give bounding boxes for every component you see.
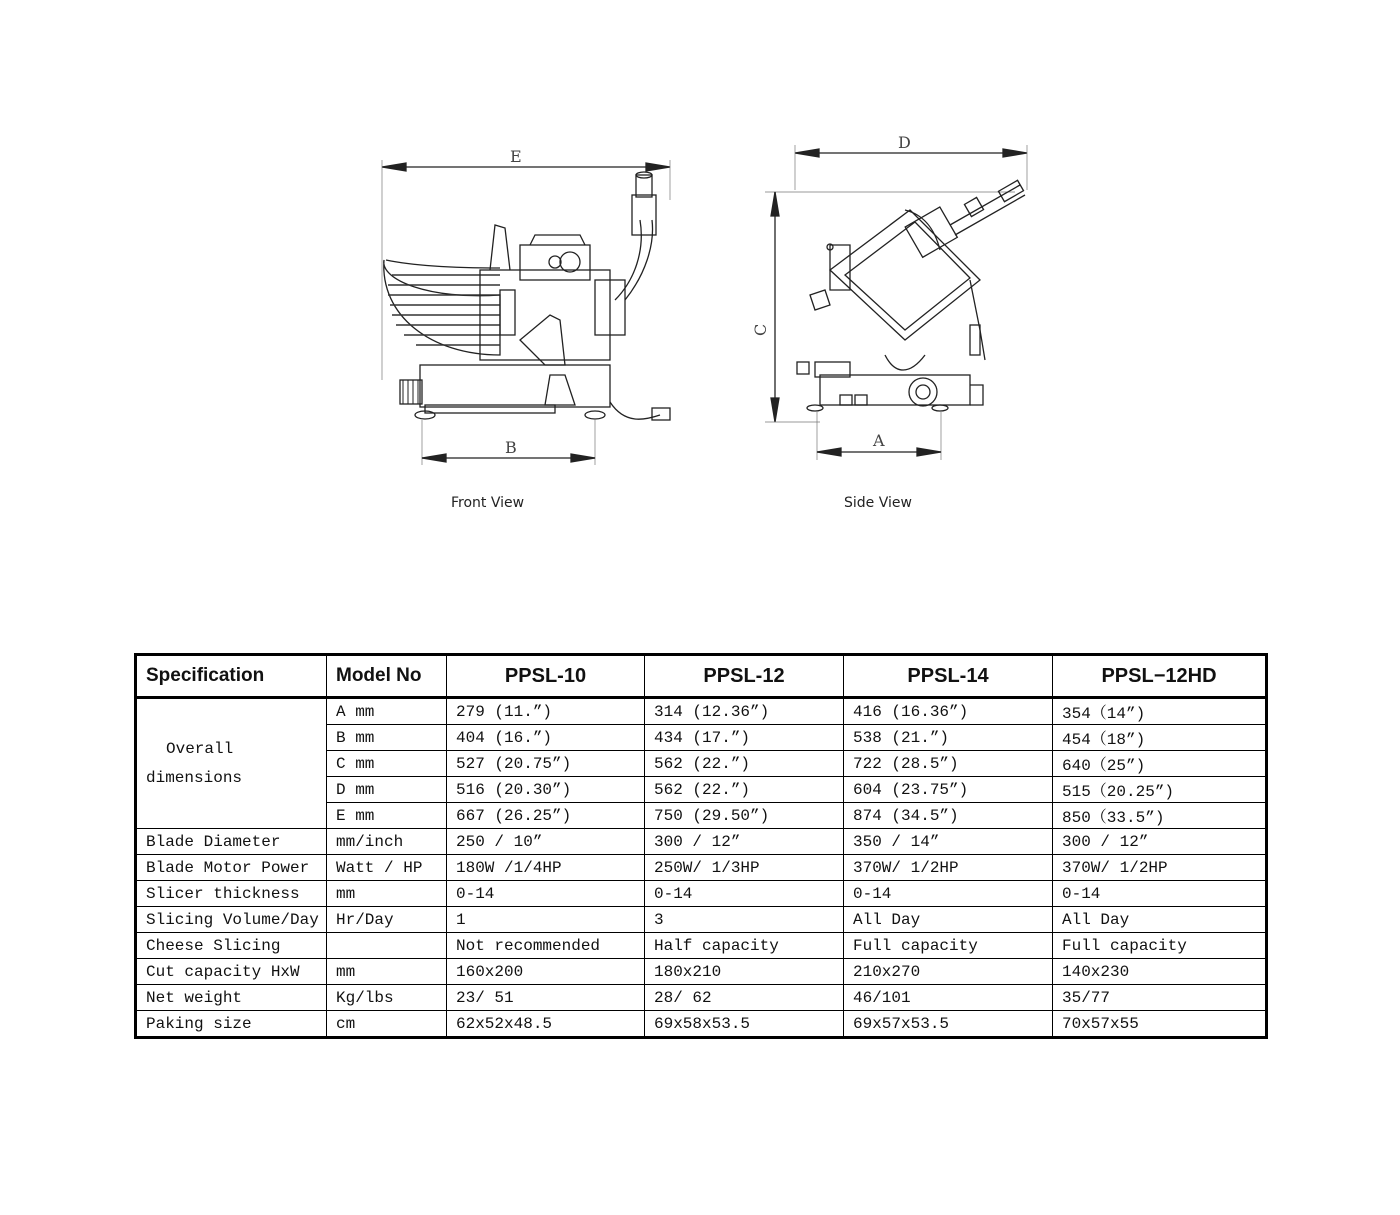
value-cell: 23/ 51 <box>447 985 645 1011</box>
value-cell: 210x270 <box>844 959 1053 985</box>
spec-cell: Net weight <box>136 985 327 1011</box>
unit-cell: C mm <box>327 751 447 777</box>
unit-cell: A mm <box>327 698 447 725</box>
side-view-drawing <box>745 130 1045 460</box>
value-cell: 46/101 <box>844 985 1053 1011</box>
unit-cell: mm/inch <box>327 829 447 855</box>
unit-cell: cm <box>327 1011 447 1038</box>
table-row <box>136 829 1267 855</box>
value-cell: 527 (20.75”) <box>447 751 645 777</box>
value-cell: 562 (22.”) <box>645 751 844 777</box>
spec-cell: Paking size <box>136 1011 327 1038</box>
value-cell: 279 (11.”) <box>447 698 645 725</box>
value-cell: 28/ 62 <box>645 985 844 1011</box>
value-cell: 604 (23.75”) <box>844 777 1053 803</box>
unit-cell: mm <box>327 959 447 985</box>
front-dim-e-label: E <box>510 147 522 166</box>
value-cell: 562 (22.”) <box>645 777 844 803</box>
table-row <box>136 855 1267 881</box>
value-cell: 160x200 <box>447 959 645 985</box>
table-row <box>136 907 1267 933</box>
value-cell: Full capacity <box>1053 933 1267 959</box>
value-cell: Full capacity <box>844 933 1053 959</box>
value-cell: 640（25”) <box>1053 751 1267 777</box>
table-row <box>136 698 1267 725</box>
side-dim-d-label: D <box>898 133 911 152</box>
front-view-caption: Front View <box>451 495 525 511</box>
value-cell: 250W/ 1/3HP <box>645 855 844 881</box>
header-model-ppsl-12: PPSL-12 <box>645 655 844 698</box>
value-cell: 250 / 10” <box>447 829 645 855</box>
header-specification: Specification <box>136 655 327 698</box>
table-row <box>136 1011 1267 1038</box>
unit-cell: Watt / HP <box>327 855 447 881</box>
value-cell: 370W/ 1/2HP <box>1053 855 1267 881</box>
value-cell: 0-14 <box>645 881 844 907</box>
value-cell: 516 (20.30”) <box>447 777 645 803</box>
spec-cell: Cheese Slicing <box>136 933 327 959</box>
spec-cell: Slicer thickness <box>136 881 327 907</box>
value-cell: 0-14 <box>844 881 1053 907</box>
value-cell: 180x210 <box>645 959 844 985</box>
value-cell: 69x57x53.5 <box>844 1011 1053 1038</box>
value-cell: 538 (21.”) <box>844 725 1053 751</box>
unit-cell: E mm <box>327 803 447 829</box>
table-header-row <box>136 655 1267 698</box>
value-cell: 35/77 <box>1053 985 1267 1011</box>
value-cell: 62x52x48.5 <box>447 1011 645 1038</box>
unit-cell: D mm <box>327 777 447 803</box>
side-dim-a-label: A <box>873 431 885 450</box>
value-cell: 300 / 12” <box>1053 829 1267 855</box>
value-cell: All Day <box>844 907 1053 933</box>
value-cell: 515（20.25”) <box>1053 777 1267 803</box>
value-cell: 667 (26.25”) <box>447 803 645 829</box>
spec-cell: Blade Motor Power <box>136 855 327 881</box>
value-cell: 370W/ 1/2HP <box>844 855 1053 881</box>
spec-cell: Blade Diameter <box>136 829 327 855</box>
spec-cell: Slicing Volume/Day <box>136 907 327 933</box>
header-model-ppsl-14: PPSL-14 <box>844 655 1053 698</box>
unit-cell: Kg/lbs <box>327 985 447 1011</box>
value-cell: 300 / 12” <box>645 829 844 855</box>
value-cell: 3 <box>645 907 844 933</box>
value-cell: Not recommended <box>447 933 645 959</box>
value-cell: 0-14 <box>447 881 645 907</box>
front-view-drawing <box>370 140 700 470</box>
value-cell: 874 (34.5”) <box>844 803 1053 829</box>
value-cell: 454（18”) <box>1053 725 1267 751</box>
value-cell: 404 (16.”) <box>447 725 645 751</box>
header-model-ppsl-10: PPSL-10 <box>447 655 645 698</box>
front-dim-b-label: B <box>505 438 517 457</box>
value-cell: 140x230 <box>1053 959 1267 985</box>
value-cell: 722 (28.5”) <box>844 751 1053 777</box>
value-cell: 354（14”) <box>1053 698 1267 725</box>
unit-cell: B mm <box>327 725 447 751</box>
value-cell: 750 (29.50”) <box>645 803 844 829</box>
value-cell: 350 / 14” <box>844 829 1053 855</box>
table-row <box>136 985 1267 1011</box>
value-cell: 434 (17.”) <box>645 725 844 751</box>
value-cell: 850（33.5”) <box>1053 803 1267 829</box>
value-cell: 70x57x55 <box>1053 1011 1267 1038</box>
dimensions-label: dimensions <box>146 768 243 787</box>
side-view-caption: Side View <box>844 495 912 511</box>
unit-cell: Hr/Day <box>327 907 447 933</box>
table-row <box>136 881 1267 907</box>
value-cell: 180W /1/4HP <box>447 855 645 881</box>
value-cell: 69x58x53.5 <box>645 1011 844 1038</box>
value-cell: 416 (16.36”) <box>844 698 1053 725</box>
spec-cell: Cut capacity HxW <box>136 959 327 985</box>
table-row <box>136 933 1267 959</box>
overall-dimensions-cell <box>136 698 327 829</box>
header-model-ppsl-12hd: PPSL−12HD <box>1053 655 1267 698</box>
unit-cell: mm <box>327 881 447 907</box>
side-dim-c-label: C <box>751 323 770 336</box>
value-cell: 0-14 <box>1053 881 1267 907</box>
unit-cell <box>327 933 447 959</box>
value-cell: Half capacity <box>645 933 844 959</box>
value-cell: All Day <box>1053 907 1267 933</box>
table-row <box>136 959 1267 985</box>
specification-table <box>134 653 1268 1039</box>
header-model-no: Model No <box>327 655 447 698</box>
value-cell: 1 <box>447 907 645 933</box>
value-cell: 314 (12.36”) <box>645 698 844 725</box>
overall-label: Overall <box>166 739 234 758</box>
